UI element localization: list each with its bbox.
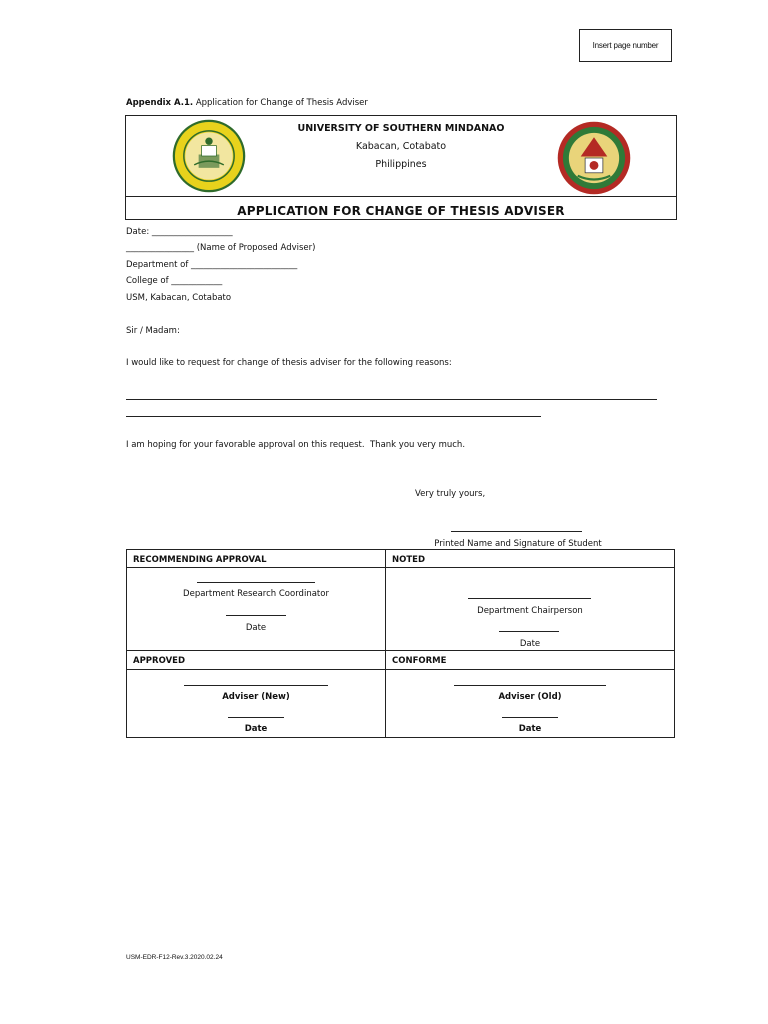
reason-line-2 — [126, 416, 541, 417]
adviser-new-signature-line — [184, 685, 328, 686]
conforme-header: CONFORME — [392, 656, 447, 666]
adviser-old-signature-line — [454, 685, 606, 686]
adviser-new-date-label: Date — [244, 724, 268, 734]
student-signature-label: Printed Name and Signature of Student — [434, 539, 602, 549]
form-code-footer: USM-EDR-F12-Rev.3.2020.02.24 — [126, 954, 223, 961]
page-number-box — [579, 29, 672, 62]
chairperson-date-label: Date — [519, 639, 541, 649]
conforme-header-cell — [386, 651, 675, 670]
adviser-new-date-line — [228, 717, 284, 718]
noted-header: NOTED — [392, 555, 425, 565]
header-divider — [126, 196, 676, 197]
department-field: Department of _________________________ — [126, 260, 298, 270]
university-location: Kabacan, Cotabato — [355, 141, 447, 152]
coordinator-date-label: Date — [245, 623, 267, 633]
appendix-text: Application for Change of Thesis Adviser — [195, 98, 368, 108]
approved-header: APPROVED — [133, 656, 186, 666]
valediction: Very truly yours, — [415, 489, 486, 499]
adviser-old-date-line — [502, 717, 558, 718]
adviser-old-date-label: Date — [518, 724, 542, 734]
form-title: APPLICATION FOR CHANGE OF THESIS ADVISER — [237, 204, 565, 218]
college-field: College of ____________ — [126, 276, 223, 286]
approved-cell — [127, 670, 386, 738]
noted-header-cell — [386, 550, 675, 568]
page-number-text: Insert page number — [592, 41, 659, 50]
form-header — [125, 115, 677, 220]
salutation: Sir / Madam: — [126, 326, 180, 336]
reason-line-1 — [126, 399, 657, 400]
university-country: Philippines — [375, 159, 427, 170]
approvals-table — [126, 549, 675, 738]
recommending-approval-header: RECOMMENDING APPROVAL — [133, 555, 267, 565]
university-name: UNIVERSITY OF SOUTHERN MINDANAO — [297, 123, 505, 134]
student-signature-line — [451, 531, 582, 532]
coordinator-date-line — [226, 615, 286, 616]
date-field: Date: ___________________ — [126, 227, 233, 237]
recommending-approval-header-cell — [127, 550, 386, 568]
appendix-label: Appendix A.1. — [126, 98, 194, 108]
closing-text: I am hoping for your favorable approval on this request. Thank you very much. — [126, 440, 466, 450]
noted-cell — [386, 568, 675, 651]
adviser-old-label: Adviser (Old) — [498, 692, 562, 702]
approved-header-cell — [127, 651, 386, 670]
appendix-title — [126, 98, 368, 108]
chairperson-signature-line — [468, 598, 591, 599]
recommending-approval-cell — [127, 568, 386, 651]
chairperson-label: Department Chairperson — [477, 606, 583, 616]
chairperson-date-line — [499, 631, 559, 632]
request-text: I would like to request for change of thesis adviser for the following reasons: — [126, 358, 452, 368]
adviser-new-label: Adviser (New) — [222, 692, 290, 702]
coordinator-signature-line — [197, 582, 315, 583]
proposed-adviser-field: ________________ (Name of Proposed Adviser) — [126, 243, 316, 253]
coordinator-label: Department Research Coordinator — [183, 589, 329, 599]
conforme-cell — [386, 670, 675, 738]
address-location: USM, Kabacan, Cotabato — [126, 293, 232, 303]
